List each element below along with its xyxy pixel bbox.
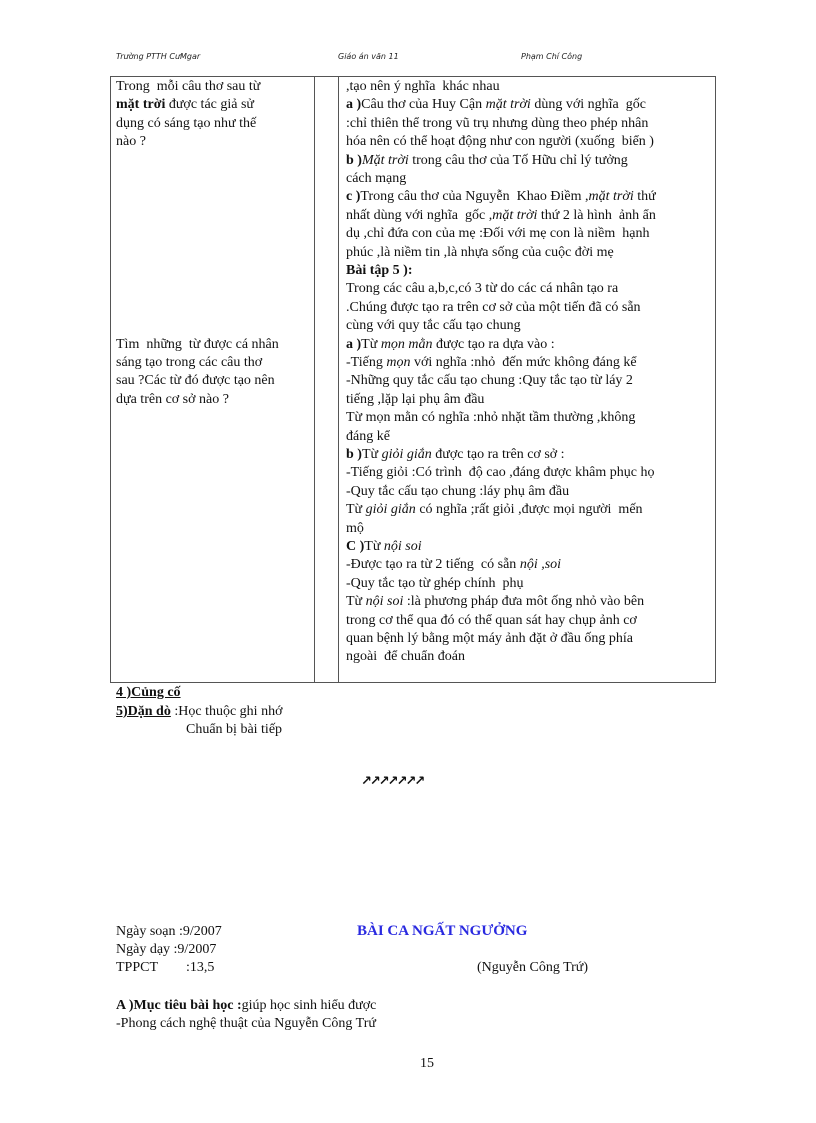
header-subject: Giáo án văn 11 bbox=[338, 52, 399, 61]
ngay-day: Ngày dạy :9/2007 bbox=[116, 942, 217, 957]
text-line bbox=[116, 115, 256, 133]
text-line bbox=[346, 152, 628, 170]
bold-text: Bài tập 5 ): bbox=[346, 263, 413, 278]
text-line bbox=[116, 96, 254, 114]
text-line bbox=[346, 336, 555, 354]
page-number: 15 bbox=[420, 1056, 434, 1071]
text-segment: với nghĩa :nhỏ đến mức không đáng kể bbox=[410, 355, 637, 370]
text-segment: -Những quy tắc cấu tạo chung :Quy tắc tạo từ láy 2 bbox=[346, 373, 633, 389]
lesson-title: BÀI CA NGẤT NGƯỞNG bbox=[357, 923, 528, 939]
text-line bbox=[346, 446, 565, 464]
text-segment: nào ? bbox=[116, 134, 146, 150]
text-segment: mộ bbox=[346, 520, 364, 536]
bold-text: a ) bbox=[346, 97, 362, 113]
text-line bbox=[116, 133, 146, 151]
text-segment: phúc ,là niềm tin ,là nhựa sống của cuộc đời mẹ bbox=[346, 244, 614, 260]
text-segment: -Được tạo ra từ 2 tiếng có sẵn bbox=[346, 557, 520, 573]
text-segment: Từ bbox=[346, 594, 366, 610]
bold-text: b ) bbox=[346, 152, 362, 168]
bold-text: a ) bbox=[346, 336, 362, 352]
text-line bbox=[346, 96, 646, 114]
text-segment: trong câu thơ của Tố Hữu chỉ lý tưởng bbox=[408, 152, 628, 168]
dan-do-text: :Học thuộc ghi nhớ bbox=[170, 704, 283, 719]
text-line bbox=[116, 78, 260, 96]
column-divider bbox=[314, 77, 315, 682]
bold-text: c ) bbox=[346, 189, 361, 205]
bold-text: mặt trời bbox=[116, 97, 166, 113]
text-segment: Từ bbox=[364, 539, 384, 554]
text-segment: -Quy tắc cấu tạo chung :láy phụ âm đầu bbox=[346, 483, 570, 499]
text-segment: được tạo ra dựa vào : bbox=[432, 336, 555, 352]
text-segment: Từ bbox=[361, 336, 381, 352]
text-segment: trong cơ thể qua đó có thể quan sát hay chụp ảnh cơ bbox=[346, 612, 637, 628]
text-segment: Trong câu thơ của Nguyễn Khao Điềm , bbox=[360, 189, 589, 205]
text-line bbox=[346, 170, 406, 188]
text-line bbox=[346, 78, 500, 96]
column-divider bbox=[338, 77, 339, 682]
italic-text: giỏi giắn bbox=[381, 447, 432, 462]
tppct-label: TPPCT bbox=[116, 960, 159, 975]
text-segment: nhất dùng với nghĩa gốc , bbox=[346, 207, 493, 223]
text-line bbox=[346, 372, 633, 390]
text-line bbox=[346, 207, 656, 225]
text-segment: cùng với quy tắc cấu tạo chung bbox=[346, 318, 521, 334]
text-segment: đáng kể bbox=[346, 428, 390, 444]
text-segment: -Tiếng bbox=[346, 355, 387, 370]
text-line bbox=[346, 520, 364, 538]
text-line bbox=[346, 630, 633, 648]
objective bbox=[116, 998, 376, 1014]
text-line bbox=[346, 317, 521, 335]
text-segment: Câu thơ của Huy Cận bbox=[361, 97, 486, 113]
section-ornament: ↗↗↗↗↗↗↗ bbox=[361, 774, 424, 789]
header-school: Trường PTTH CưMgar bbox=[116, 52, 201, 61]
text-line bbox=[116, 336, 279, 354]
header-author: Phạm Chí Công bbox=[521, 52, 583, 61]
bold-text: C ) bbox=[346, 539, 365, 554]
text-segment: cách mạng bbox=[346, 171, 407, 186]
italic-text: nội ,soi bbox=[519, 557, 562, 573]
text-line bbox=[116, 372, 275, 390]
text-segment: ngoài để chuẩn đoán bbox=[346, 649, 465, 665]
text-line bbox=[346, 538, 422, 556]
chuan-bi-text: Chuẩn bị bài tiếp bbox=[186, 722, 283, 737]
text-segment: thứ 2 là hình ảnh ẩn bbox=[537, 207, 656, 223]
text-segment: hóa nên có thể hoạt động như con người (xuống biển ) bbox=[346, 134, 654, 150]
text-segment: ,tạo nên ý nghĩa khác nhau bbox=[346, 79, 500, 94]
italic-text: nội soi bbox=[365, 594, 404, 610]
text-segment: được tạo ra trên cơ sở : bbox=[431, 447, 565, 462]
text-line bbox=[346, 575, 524, 593]
text-segment: tiếng ,lặp lại phụ âm đầu bbox=[346, 391, 485, 407]
bold-text: b ) bbox=[346, 447, 362, 462]
lesson-table bbox=[110, 76, 716, 683]
text-line bbox=[346, 280, 618, 298]
text-line bbox=[346, 593, 644, 611]
text-line bbox=[346, 354, 637, 372]
tppct-value: :13,5 bbox=[186, 960, 215, 975]
text-line bbox=[346, 133, 654, 151]
italic-text: mặt trời bbox=[485, 97, 531, 113]
objective-item: -Phong cách nghệ thuật của Nguyễn Công Trứ bbox=[116, 1016, 376, 1031]
text-segment: Trong mỗi câu thơ sau từ bbox=[116, 79, 261, 94]
text-segment: có nghĩa ;rất giỏi ,được mọi người mến bbox=[415, 502, 643, 518]
text-segment: sau ?Các từ đó được tạo nên bbox=[116, 373, 275, 389]
objective-text: giúp học sinh hiểu được bbox=[241, 998, 377, 1013]
section-dan-do bbox=[116, 704, 282, 720]
text-segment: quan bệnh lý bằng một máy ảnh đặt ở đầu ống phía bbox=[346, 631, 633, 646]
text-line bbox=[346, 409, 635, 427]
dan-do-label: 5)Dặn dò bbox=[116, 704, 171, 719]
italic-text: mọn bbox=[386, 355, 411, 370]
section-cung-co: 4 )Củng cố bbox=[116, 685, 181, 700]
text-segment: :là phương pháp đưa môt ống nhỏ vào bên bbox=[403, 594, 645, 610]
text-line bbox=[346, 299, 641, 317]
text-line bbox=[346, 648, 465, 666]
text-line bbox=[346, 428, 390, 446]
text-segment: Từ bbox=[346, 502, 366, 518]
objective-label: A )Mục tiêu bài học : bbox=[116, 998, 242, 1013]
text-segment: .Chúng được tạo ra trên cơ sở của một tiến đã có sẵn bbox=[346, 299, 641, 315]
lesson-author: (Nguyễn Công Trứ) bbox=[477, 960, 589, 975]
text-segment: dụng có sáng tạo như thế bbox=[116, 115, 257, 131]
ngay-soan: Ngày soạn :9/2007 bbox=[116, 924, 222, 939]
text-segment: dùng với nghĩa gốc bbox=[530, 97, 646, 113]
italic-text: mặt trời bbox=[588, 189, 634, 205]
italic-text: giỏi giắn bbox=[365, 502, 416, 518]
text-line bbox=[346, 464, 654, 482]
text-line bbox=[116, 354, 262, 372]
text-line bbox=[346, 556, 561, 574]
text-segment: dụ ,chỉ đứa con của mẹ :Đối với mẹ con là niềm hạnh bbox=[346, 226, 650, 242]
text-line bbox=[346, 188, 656, 206]
italic-text: Mặt trời bbox=[361, 152, 409, 168]
text-segment: -Tiếng giỏi :Có trình độ cao ,đáng được khâm phục họ bbox=[346, 465, 655, 481]
text-segment: dựa trên cơ sở nào ? bbox=[116, 391, 229, 407]
italic-text: nội soi bbox=[383, 539, 422, 554]
text-segment: được tác giả sử bbox=[165, 97, 255, 113]
text-line bbox=[346, 262, 413, 280]
italic-text: mọn mằn bbox=[380, 336, 433, 352]
text-segment: -Quy tắc tạo từ ghép chính phụ bbox=[346, 575, 524, 591]
text-line bbox=[346, 391, 484, 409]
text-line bbox=[116, 391, 229, 409]
text-segment: Trong các câu a,b,c,có 3 từ do các cá nhân tạo ra bbox=[346, 281, 619, 297]
italic-text: mặt trời bbox=[492, 207, 538, 223]
text-segment: Từ mọn mằn có nghĩa :nhỏ nhặt tầm thường ,không bbox=[346, 410, 636, 426]
text-line bbox=[346, 483, 569, 501]
text-segment: thứ bbox=[633, 189, 656, 205]
text-line bbox=[346, 115, 648, 133]
text-segment: Từ bbox=[361, 447, 382, 462]
text-segment: :chỉ thiên thể trong vũ trụ nhưng dùng theo phép nhân bbox=[346, 115, 649, 131]
text-line bbox=[346, 225, 649, 243]
text-segment: sáng tạo trong các câu thơ bbox=[116, 355, 263, 370]
text-line bbox=[346, 501, 643, 519]
text-line bbox=[346, 244, 614, 262]
text-line bbox=[346, 612, 637, 630]
text-segment: Tìm những từ được cá nhân bbox=[116, 336, 279, 352]
